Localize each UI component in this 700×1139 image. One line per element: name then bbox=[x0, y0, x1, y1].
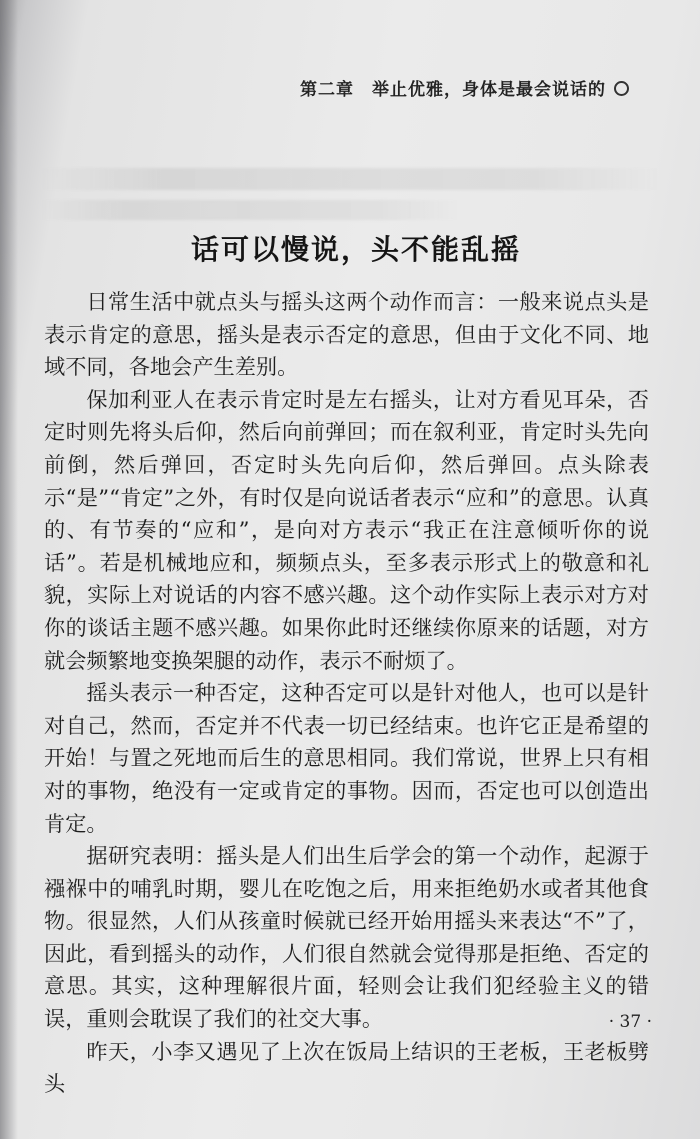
chapter-title: 举止优雅，身体是最会说话的 bbox=[372, 80, 606, 100]
page-edge-shadow bbox=[0, 0, 18, 1139]
body-text bbox=[44, 286, 649, 1101]
page-number: · 37 · bbox=[608, 1012, 652, 1032]
running-header bbox=[300, 75, 629, 100]
show-through-shadow bbox=[40, 168, 660, 190]
paragraph: 保加利亚人在表示肯定时是左右摇头，让对方看见耳朵，否定时则先将头后仰，然后向前弹回；而在叙利亚，肯定时头先向前倒，然后弹回，否定时头先向后仰，然后弹回。点头除表示“是”“肯定”之外，有时仅是向说话者表示“应和”的意思。认真的、有节奏的“应和”，是向对方表示“我正在注意倾听你的说话”。若是机械地应和，频频点头，至多表示形式上的敬意和礼貌，实际上对说话的内容不感兴趣。这个动作实际上表示对方对你的谈话主题不感兴趣。如果你此时还继续你原来的话题，对方就会频繁地变换架腿的动作，表示不耐烦了。 bbox=[44, 386, 649, 673]
show-through-shadow bbox=[40, 200, 460, 220]
chapter-label: 第二章 bbox=[300, 80, 354, 100]
paragraph: 摇头表示一种否定，这种否定可以是针对他人，也可以是针对自己，然而，否定并不代表一切已经结束。也许它正是希望的开始！与置之死地而后生的意思相同。我们常说，世界上只有相对的事物，绝没有一定或肯定的事物。因而，否定也可以创造出肯定。 bbox=[44, 680, 649, 836]
circle-icon bbox=[614, 81, 629, 96]
paragraph: 日常生活中就点头与摇头这两个动作而言：一般来说点头是表示肯定的意思，摇头是表示否定的意思，但由于文化不同、地域不同，各地会产生差别。 bbox=[44, 289, 649, 380]
paragraph: 昨天，小李又遇见了上次在饭局上结识的王老板，王老板劈头 bbox=[44, 1038, 649, 1097]
paragraph: 据研究表明：摇头是人们出生后学会的第一个动作，起源于襁褓中的哺乳时期，婴儿在吃饱之后，用来拒绝奶水或者其他食物。很显然，人们从孩童时候就已经开始用摇头来表达“不”了，因此，看到摇头的动作，人们很自然就会觉得那是拒绝、否定的意思。其实，这种理解很片面，轻则会让我们犯经验主义的错误，重则会耽误了我们的社交大事。 bbox=[44, 843, 649, 1032]
section-title: 话可以慢说，头不能乱摇 bbox=[190, 233, 521, 266]
